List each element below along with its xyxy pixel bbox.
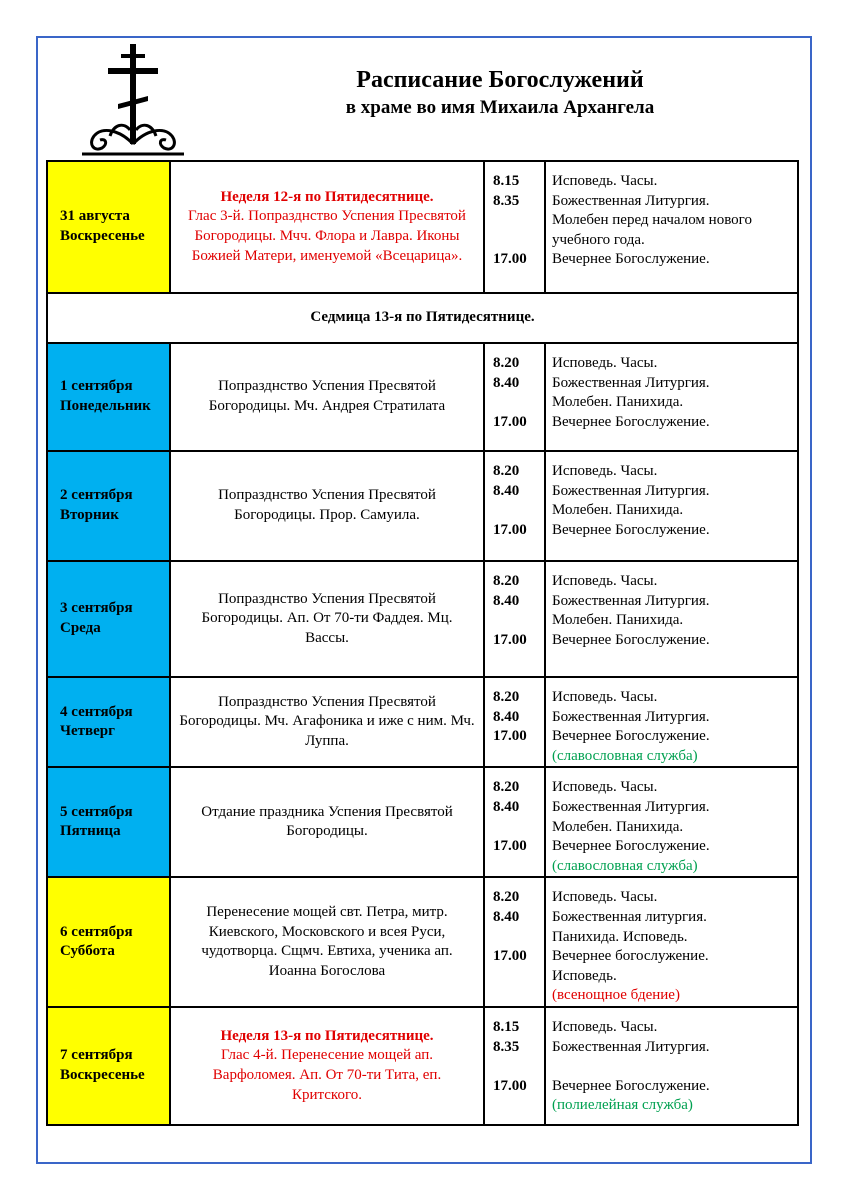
schedule-row (47, 877, 798, 1007)
schedule-table (46, 160, 799, 1126)
service-name: Молебен. Панихида. (552, 818, 684, 835)
feast-title: Неделя 12-я по Пятидесятнице. (220, 188, 434, 205)
schedule-row (47, 451, 798, 561)
date-cell (47, 677, 170, 767)
service-name: Божественная Литургия. (552, 1038, 710, 1055)
service-time (493, 393, 544, 413)
feast-cell (170, 451, 484, 561)
service-time: 8.20 (493, 889, 520, 906)
date-label: 31 августа (60, 208, 130, 225)
feast-cell (170, 677, 484, 767)
service-name: Молебен перед началом нового (552, 212, 752, 229)
schedule-row (47, 161, 798, 293)
service-name: Исповедь. Часы. (552, 689, 658, 705)
weekday-label: Суббота (60, 943, 115, 960)
service-time (493, 1057, 544, 1077)
service-name: Исповедь. Часы. (552, 779, 658, 796)
weekday-label: Воскресенье (60, 1066, 145, 1083)
page-title: Расписание Богослужений (356, 67, 644, 93)
services-cell (545, 561, 798, 677)
service-name: Вечернее Богослужение. (552, 631, 710, 648)
feast-description: Глас 4-й. Перенесение мощей ап. Варфоломея. Ап. От 70-ти Тита, еп. Критского. (212, 1047, 442, 1103)
weekday-label: Вторник (60, 507, 119, 523)
schedule-row (47, 561, 798, 677)
times-cell (484, 343, 545, 451)
service-type-note: (всенощное бдение) (552, 987, 680, 1004)
services-cell (545, 1007, 798, 1125)
weekday-label: Четверг (60, 723, 115, 740)
feast-cell (170, 767, 484, 877)
service-name: Вечернее Богослужение. (552, 251, 710, 268)
feast-title: Неделя 13-я по Пятидесятнице. (220, 1027, 434, 1044)
service-time (493, 231, 544, 251)
service-time: 8.20 (493, 689, 520, 705)
page-subtitle: в храме во имя Михаила Архангела (345, 97, 655, 118)
service-time: 8.40 (493, 482, 520, 499)
orthodox-cross-icon (80, 40, 190, 160)
feast-description: Попразднство Успения Пресвятой Богородицы. Прор. Самуила. (218, 487, 436, 523)
service-time: 17.00 (493, 838, 527, 855)
weekday-label: Среда (60, 620, 101, 636)
service-name: Молебен. Панихида. (552, 612, 684, 629)
times-cell (484, 677, 545, 767)
service-time: 8.20 (493, 779, 520, 796)
service-name: Молебен. Панихида. (552, 394, 684, 411)
service-time (493, 501, 544, 521)
service-time (493, 818, 544, 838)
week-header-row (47, 293, 798, 343)
service-time (493, 211, 544, 231)
service-name: Исповедь. Часы. (552, 573, 658, 589)
times-cell (484, 451, 545, 561)
service-time: 17.00 (493, 521, 527, 538)
service-time: 8.40 (493, 592, 520, 609)
service-time: 17.00 (493, 413, 527, 430)
service-time: 8.15 (493, 1018, 520, 1035)
date-label: 3 сентября (60, 600, 133, 617)
feast-description: Отдание праздника Успения Пресвятой Богородицы. (201, 803, 453, 840)
weekday-label: Воскресенье (60, 228, 145, 244)
feast-cell (170, 161, 484, 293)
date-label: 5 сентября (60, 803, 133, 820)
service-name: Исповедь. Часы. (552, 889, 658, 906)
service-time: 8.40 (493, 798, 520, 815)
service-name: Исповедь. Часы. (552, 1018, 658, 1035)
service-name: Молебен. Панихида. (552, 502, 684, 519)
service-time: 17.00 (493, 1077, 527, 1094)
feast-description: Попразднство Успения Пресвятой Богородицы. Мч. Андрея Стратилата (208, 378, 446, 414)
service-name: Божественная Литургия. (552, 708, 710, 725)
schedule-row (47, 1007, 798, 1125)
service-time: 17.00 (493, 251, 527, 268)
weekday-label: Понедельник (60, 398, 151, 414)
feast-description: Попразднство Успения Пресвятой Богородицы. Ап. От 70-ти Фаддея. Мц. Вассы. (201, 590, 453, 646)
service-time: 8.20 (493, 463, 520, 479)
service-time: 8.15 (493, 173, 520, 189)
feast-description: Глас 3-й. Попразднство Успения Пресвятой Богородицы. Мчч. Флора и Лавра. Иконы Божией Матери, именуемой «Всецарица». (188, 208, 466, 264)
date-label: 7 сентября (60, 1047, 133, 1064)
service-name (552, 1057, 797, 1077)
service-type-note: (славословная служба) (552, 747, 698, 764)
feast-cell (170, 1007, 484, 1125)
schedule-row (47, 677, 798, 767)
service-type-note: (славословная служба) (552, 857, 698, 874)
date-cell (47, 161, 170, 293)
service-name: Вечернее Богослужение. (552, 521, 710, 538)
feast-cell (170, 877, 484, 1007)
feast-cell (170, 343, 484, 451)
times-cell (484, 1007, 545, 1125)
service-name: Вечернее Богослужение. (552, 728, 710, 745)
service-name: Божественная Литургия. (552, 374, 710, 391)
times-cell (484, 161, 545, 293)
service-name: Исповедь. Часы. (552, 173, 658, 189)
services-cell (545, 161, 798, 293)
schedule-row (47, 343, 798, 451)
week-title: Седмица 13-я по Пятидесятнице. (47, 293, 798, 343)
feast-description: Попразднство Успения Пресвятой Богородицы. Мч. Агафоника и иже с ним. Мч. Луппа. (179, 693, 475, 749)
service-time (493, 611, 544, 631)
date-cell (47, 343, 170, 451)
service-name: Панихида. Исповедь. (552, 928, 688, 945)
service-name: Божественная Литургия. (552, 798, 710, 815)
service-type-note: (полиелейная служба) (552, 1097, 693, 1114)
weekday-label: Пятница (60, 823, 121, 840)
service-time: 8.20 (493, 573, 520, 589)
service-time: 8.35 (493, 192, 520, 209)
times-cell (484, 767, 545, 877)
date-label: 4 сентября (60, 703, 133, 720)
feast-cell (170, 561, 484, 677)
service-time: 17.00 (493, 948, 527, 965)
service-name: Божественная литургия. (552, 908, 707, 925)
schedule-row (47, 767, 798, 877)
service-name: Исповедь. Часы. (552, 463, 658, 479)
service-name: Исповедь. Часы. (552, 355, 658, 371)
date-cell (47, 451, 170, 561)
service-name: Вечернее Богослужение. (552, 1077, 710, 1094)
date-label: 1 сентября (60, 378, 133, 395)
services-cell (545, 677, 798, 767)
services-cell (545, 451, 798, 561)
date-label: 2 сентября (60, 487, 133, 504)
service-time: 8.35 (493, 1038, 520, 1055)
times-cell (484, 561, 545, 677)
times-cell (484, 877, 545, 1007)
date-cell (47, 561, 170, 677)
service-time (493, 928, 544, 948)
service-name: учебного года. (552, 231, 645, 248)
service-time: 8.40 (493, 908, 520, 925)
date-label: 6 сентября (60, 923, 133, 940)
service-name: Исповедь. (552, 967, 617, 984)
date-cell (47, 1007, 170, 1125)
services-cell (545, 877, 798, 1007)
service-name: Божественная Литургия. (552, 192, 710, 209)
service-time: 8.40 (493, 708, 520, 725)
service-name: Божественная Литургия. (552, 482, 710, 499)
date-cell (47, 767, 170, 877)
services-cell (545, 343, 798, 451)
service-time: 17.00 (493, 631, 527, 648)
service-time: 8.20 (493, 355, 520, 371)
service-name: Вечернее Богослужение. (552, 413, 710, 430)
service-name: Вечернее Богослужение. (552, 838, 710, 855)
service-name: Вечернее богослужение. (552, 948, 709, 965)
service-time: 17.00 (493, 728, 527, 745)
service-time: 8.40 (493, 374, 520, 391)
service-name: Божественная Литургия. (552, 592, 710, 609)
feast-description: Перенесение мощей свт. Петра, митр. Киевского, Московского и всея Руси, чудотворца. Сщмч. Евтиха, ученика ап. Иоанна Богослова (201, 903, 453, 979)
date-cell (47, 877, 170, 1007)
services-cell (545, 767, 798, 877)
